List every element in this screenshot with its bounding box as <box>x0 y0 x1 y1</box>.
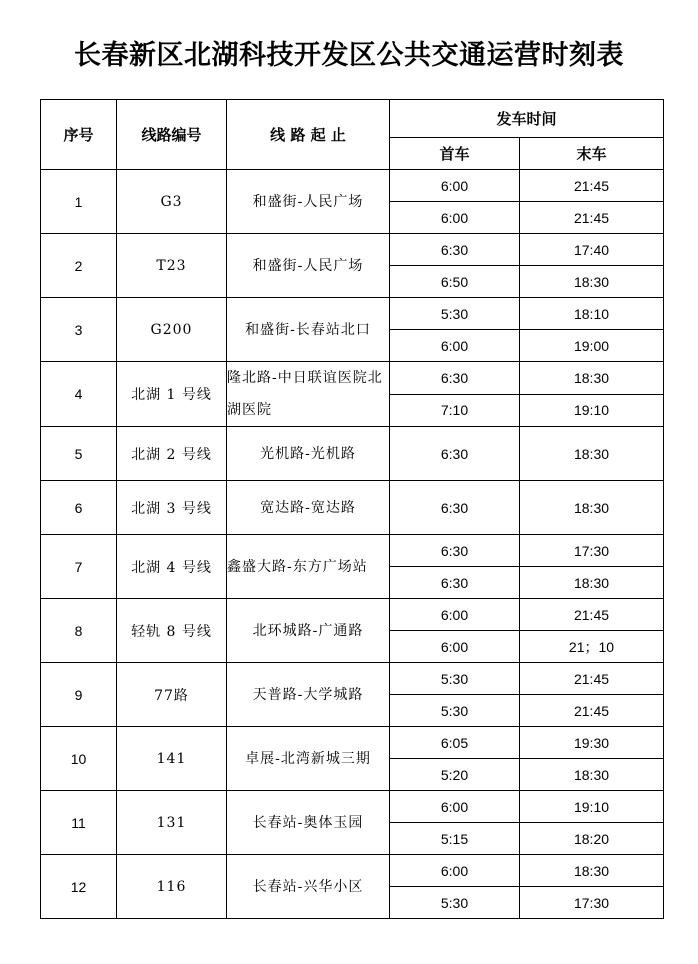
route-endpoints: 鑫盛大路-东方广场站 <box>227 535 390 599</box>
last-bus-time: 17:40 <box>520 234 664 266</box>
route-endpoints: 和盛街-人民广场 <box>227 234 390 298</box>
first-bus-time: 5:15 <box>390 823 520 855</box>
row-index: 6 <box>41 481 117 535</box>
line-code: 77路 <box>117 663 227 727</box>
header-last-bus: 末车 <box>520 138 664 170</box>
line-code: 北湖 4 号线 <box>117 535 227 599</box>
route-endpoints: 北环城路-广通路 <box>227 599 390 663</box>
header-departure-time: 发车时间 <box>390 100 664 138</box>
first-bus-time: 6:00 <box>390 791 520 823</box>
route-endpoints: 天普路-大学城路 <box>227 663 390 727</box>
table-row <box>41 663 664 695</box>
first-bus-time: 6:50 <box>390 266 520 298</box>
first-bus-time: 7:10 <box>390 394 520 427</box>
line-code: 131 <box>117 791 227 855</box>
header-route: 线 路 起 止 <box>227 100 390 170</box>
first-bus-time: 6:00 <box>390 631 520 663</box>
last-bus-time: 19:10 <box>520 791 664 823</box>
table-row <box>41 427 664 481</box>
line-code: 轻轨 8 号线 <box>117 599 227 663</box>
first-bus-time: 5:20 <box>390 759 520 791</box>
table-row <box>41 791 664 823</box>
route-endpoints: 和盛街-长春站北口 <box>227 298 390 362</box>
row-index: 8 <box>41 599 117 663</box>
bus-timetable <box>40 99 664 919</box>
first-bus-time: 6:30 <box>390 362 520 395</box>
table-row <box>41 727 664 759</box>
last-bus-time: 18:30 <box>520 759 664 791</box>
last-bus-time: 21:45 <box>520 663 664 695</box>
last-bus-time: 18:30 <box>520 481 664 535</box>
page-title: 长春新区北湖科技开发区公共交通运营时刻表 <box>74 40 624 71</box>
first-bus-time: 6:00 <box>390 330 520 362</box>
last-bus-time: 18:30 <box>520 266 664 298</box>
first-bus-time: 6:00 <box>390 170 520 202</box>
route-endpoints: 卓展-北湾新城三期 <box>227 727 390 791</box>
last-bus-time: 21；10 <box>520 631 664 663</box>
row-index: 9 <box>41 663 117 727</box>
last-bus-time: 21:45 <box>520 599 664 631</box>
first-bus-time: 5:30 <box>390 663 520 695</box>
last-bus-time: 18:20 <box>520 823 664 855</box>
first-bus-time: 5:30 <box>390 298 520 330</box>
table-row <box>41 481 664 535</box>
line-code: G200 <box>117 298 227 362</box>
last-bus-time: 21:45 <box>520 170 664 202</box>
route-endpoints: 隆北路-中日联谊医院北湖医院 <box>227 362 390 427</box>
first-bus-time: 6:30 <box>390 427 520 481</box>
first-bus-time: 5:30 <box>390 887 520 919</box>
table-row <box>41 298 664 330</box>
row-index: 4 <box>41 362 117 427</box>
row-index: 7 <box>41 535 117 599</box>
row-index: 10 <box>41 727 117 791</box>
row-index: 3 <box>41 298 117 362</box>
table-row <box>41 855 664 887</box>
line-code: 116 <box>117 855 227 919</box>
last-bus-time: 18:30 <box>520 567 664 599</box>
header-index: 序号 <box>41 100 117 170</box>
line-code: 北湖 1 号线 <box>117 362 227 427</box>
last-bus-time: 18:30 <box>520 855 664 887</box>
route-endpoints: 和盛街-人民广场 <box>227 170 390 234</box>
last-bus-time: 19:00 <box>520 330 664 362</box>
last-bus-time: 19:30 <box>520 727 664 759</box>
first-bus-time: 6:00 <box>390 599 520 631</box>
last-bus-time: 17:30 <box>520 535 664 567</box>
last-bus-time: 18:10 <box>520 298 664 330</box>
first-bus-time: 6:30 <box>390 234 520 266</box>
first-bus-time: 6:30 <box>390 567 520 599</box>
table-row <box>41 170 664 202</box>
line-code: T23 <box>117 234 227 298</box>
route-endpoints: 长春站-兴华小区 <box>227 855 390 919</box>
route-endpoints: 长春站-奥体玉园 <box>227 791 390 855</box>
line-code: G3 <box>117 170 227 234</box>
route-endpoints: 宽达路-宽达路 <box>227 481 390 535</box>
table-row <box>41 362 664 395</box>
last-bus-time: 21:45 <box>520 202 664 234</box>
first-bus-time: 6:30 <box>390 481 520 535</box>
row-index: 1 <box>41 170 117 234</box>
first-bus-time: 6:05 <box>390 727 520 759</box>
table-row <box>41 599 664 631</box>
header-line-code: 线路编号 <box>117 100 227 170</box>
last-bus-time: 18:30 <box>520 427 664 481</box>
first-bus-time: 5:30 <box>390 695 520 727</box>
first-bus-time: 6:00 <box>390 202 520 234</box>
line-code: 141 <box>117 727 227 791</box>
table-row <box>41 234 664 266</box>
last-bus-time: 18:30 <box>520 362 664 395</box>
table-header-row <box>41 100 664 138</box>
route-endpoints: 光机路-光机路 <box>227 427 390 481</box>
last-bus-time: 21:45 <box>520 695 664 727</box>
line-code: 北湖 2 号线 <box>117 427 227 481</box>
first-bus-time: 6:30 <box>390 535 520 567</box>
row-index: 5 <box>41 427 117 481</box>
first-bus-time: 6:00 <box>390 855 520 887</box>
row-index: 2 <box>41 234 117 298</box>
last-bus-time: 19:10 <box>520 394 664 427</box>
header-first-bus: 首车 <box>390 138 520 170</box>
row-index: 11 <box>41 791 117 855</box>
row-index: 12 <box>41 855 117 919</box>
line-code: 北湖 3 号线 <box>117 481 227 535</box>
last-bus-time: 17:30 <box>520 887 664 919</box>
table-row <box>41 535 664 567</box>
table-body <box>41 170 664 919</box>
